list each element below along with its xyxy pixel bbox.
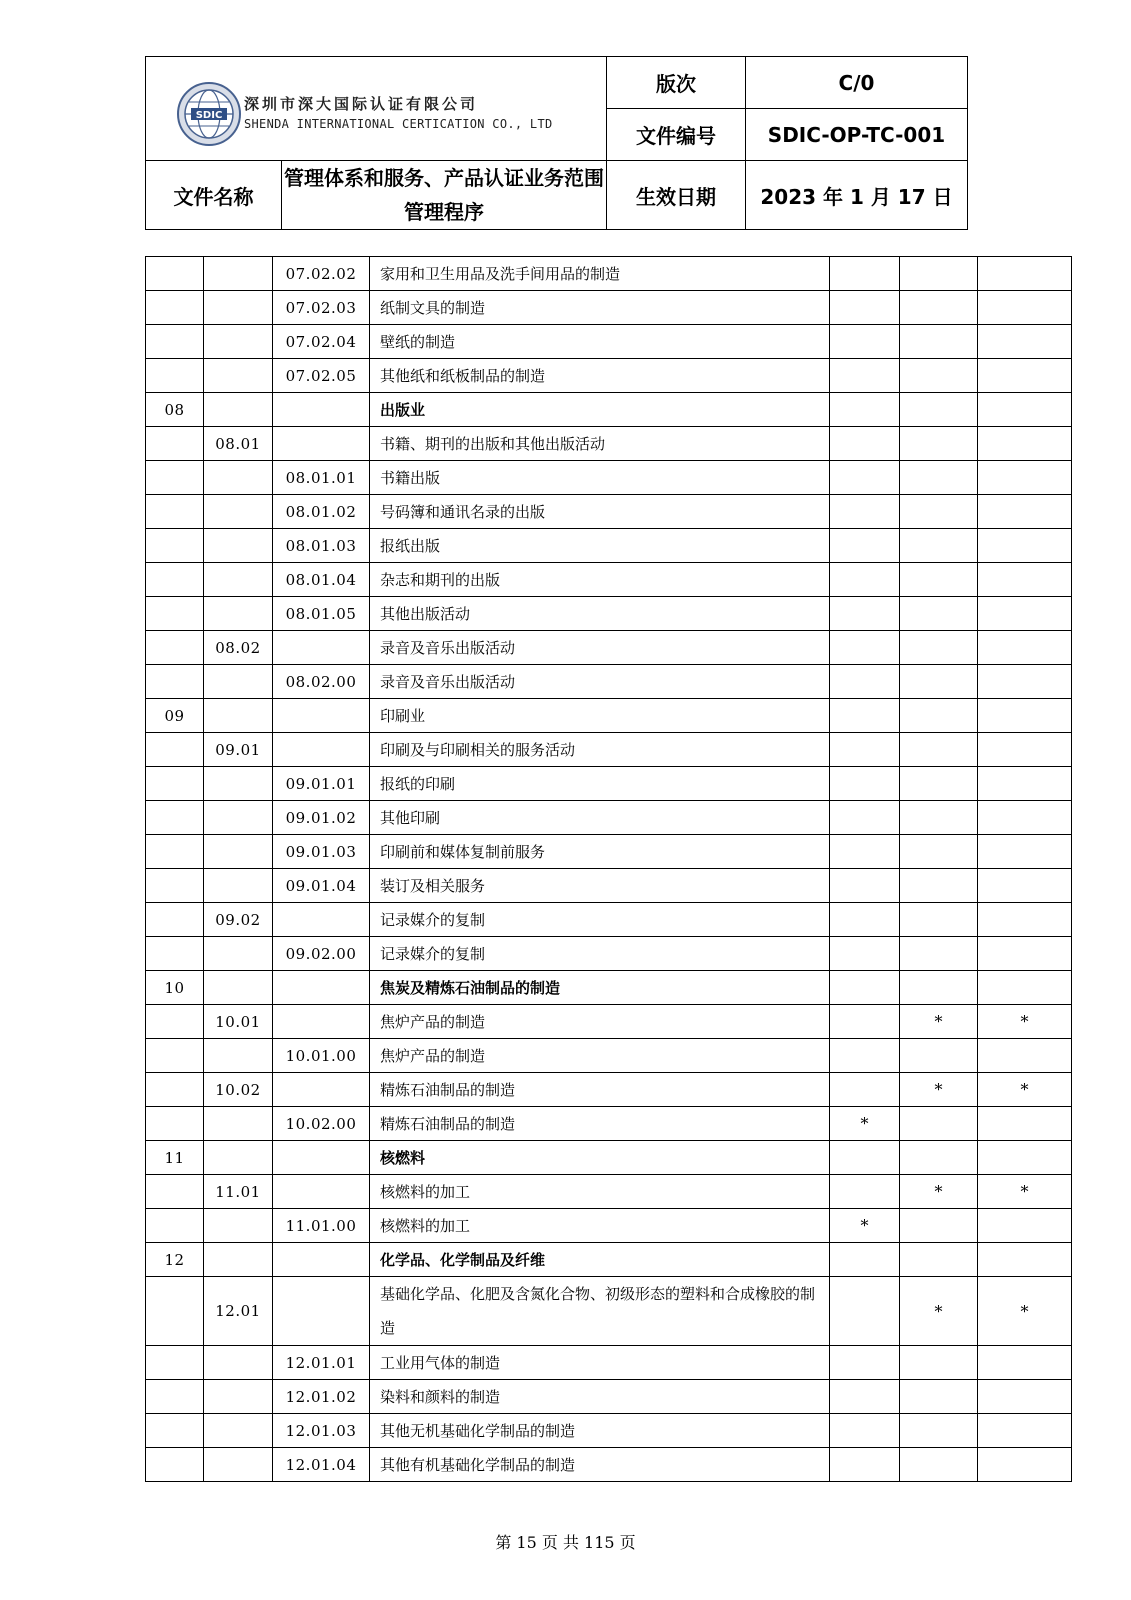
mark-col2-cell [900,1107,978,1141]
level3-code-cell [273,393,370,427]
description-cell: 印刷及与印刷相关的服务活动 [370,733,830,767]
mark-col3-cell [978,631,1072,665]
level3-code-cell: 07.02.04 [273,325,370,359]
table-row [146,631,1072,665]
mark-col3-cell [978,835,1072,869]
mark-col3-cell [978,1448,1072,1482]
description-cell: 核燃料的加工 [370,1175,830,1209]
description-cell: 核燃料的加工 [370,1209,830,1243]
level1-code-cell [146,257,204,291]
mark-col1-cell [830,631,900,665]
mark-col2-cell [900,495,978,529]
level3-code-cell [273,1073,370,1107]
level1-code-cell [146,733,204,767]
mark-col2-cell [900,869,978,903]
description-cell: 壁纸的制造 [370,325,830,359]
document-number-label: 文件编号 [607,109,746,161]
mark-col1-cell [830,1039,900,1073]
mark-col3-cell [978,1380,1072,1414]
mark-col3-cell: * [978,1277,1072,1346]
level2-code-cell [204,325,273,359]
level3-code-cell: 09.01.03 [273,835,370,869]
mark-col3-cell [978,869,1072,903]
level2-code-cell [204,461,273,495]
level3-code-cell: 08.01.01 [273,461,370,495]
table-row [146,427,1072,461]
level2-code-cell [204,869,273,903]
mark-col1-cell [830,869,900,903]
description-cell: 工业用气体的制造 [370,1346,830,1380]
description-cell: 记录媒介的复制 [370,937,830,971]
mark-col1-cell [830,1380,900,1414]
mark-col3-cell [978,903,1072,937]
mark-col1-cell [830,291,900,325]
level3-code-cell: 07.02.03 [273,291,370,325]
mark-col1-cell [830,1346,900,1380]
mark-col3-cell [978,801,1072,835]
version-value: C/0 [746,57,968,109]
table-row [146,869,1072,903]
level1-code-cell [146,1277,204,1346]
level1-code-cell [146,427,204,461]
mark-col1-cell [830,1175,900,1209]
mark-col1-cell [830,971,900,1005]
description-cell: 其他无机基础化学制品的制造 [370,1414,830,1448]
mark-col1-cell [830,1448,900,1482]
table-row [146,937,1072,971]
description-cell: 杂志和期刊的出版 [370,563,830,597]
table-row [146,1107,1072,1141]
mark-col3-cell [978,563,1072,597]
mark-col1-cell [830,903,900,937]
description-cell: 出版业 [370,393,830,427]
level3-code-cell [273,1005,370,1039]
table-row [146,461,1072,495]
description-cell: 报纸出版 [370,529,830,563]
company-logo-icon [176,81,242,147]
level1-code-cell [146,1175,204,1209]
mark-col1-cell [830,495,900,529]
table-row [146,529,1072,563]
description-cell: 其他出版活动 [370,597,830,631]
level1-code-cell [146,631,204,665]
mark-col3-cell [978,291,1072,325]
table-row [146,801,1072,835]
table-row [146,1448,1072,1482]
level3-code-cell: 08.01.04 [273,563,370,597]
level3-code-cell: 08.02.00 [273,665,370,699]
level1-code-cell [146,869,204,903]
version-label: 版次 [607,57,746,109]
level2-code-cell: 11.01 [204,1175,273,1209]
table-row [146,1039,1072,1073]
level3-code-cell [273,903,370,937]
mark-col2-cell [900,1448,978,1482]
level2-code-cell [204,1107,273,1141]
table-row [146,835,1072,869]
level3-code-cell [273,1141,370,1175]
level3-code-cell: 11.01.00 [273,1209,370,1243]
level3-code-cell: 12.01.01 [273,1346,370,1380]
document-number-value: SDIC-OP-TC-001 [746,109,968,161]
mark-col3-cell: * [978,1005,1072,1039]
level1-code-cell: 11 [146,1141,204,1175]
description-cell: 染料和颜料的制造 [370,1380,830,1414]
level3-code-cell: 09.01.01 [273,767,370,801]
mark-col1-cell [830,767,900,801]
description-cell: 化学品、化学制品及纤维 [370,1243,830,1277]
mark-col2-cell [900,631,978,665]
mark-col2-cell: * [900,1005,978,1039]
level2-code-cell: 09.02 [204,903,273,937]
level1-code-cell [146,1073,204,1107]
mark-col2-cell [900,801,978,835]
level3-code-cell: 10.02.00 [273,1107,370,1141]
level1-code-cell [146,1346,204,1380]
level1-code-cell [146,359,204,393]
mark-col1-cell [830,665,900,699]
mark-col3-cell [978,359,1072,393]
mark-col2-cell: * [900,1277,978,1346]
level3-code-cell: 09.01.04 [273,869,370,903]
level2-code-cell [204,597,273,631]
level1-code-cell [146,801,204,835]
level3-code-cell [273,1175,370,1209]
mark-col3-cell [978,1039,1072,1073]
level1-code-cell [146,495,204,529]
description-cell: 其他纸和纸板制品的制造 [370,359,830,393]
level3-code-cell [273,1243,370,1277]
table-row [146,563,1072,597]
mark-col2-cell [900,359,978,393]
level1-code-cell [146,291,204,325]
mark-col3-cell [978,767,1072,801]
table-row [146,665,1072,699]
level1-code-cell: 08 [146,393,204,427]
level3-code-cell [273,427,370,461]
mark-col3-cell [978,937,1072,971]
table-row [146,291,1072,325]
mark-col1-cell [830,1141,900,1175]
level2-code-cell [204,359,273,393]
description-cell: 号码簿和通讯名录的出版 [370,495,830,529]
mark-col1-cell [830,937,900,971]
mark-col3-cell: * [978,1175,1072,1209]
description-cell: 装订及相关服务 [370,869,830,903]
mark-col3-cell [978,699,1072,733]
mark-col3-cell [978,665,1072,699]
description-cell: 精炼石油制品的制造 [370,1107,830,1141]
document-name-value: 管理体系和服务、产品认证业务范围管理程序 [282,161,607,230]
level1-code-cell [146,903,204,937]
level2-code-cell [204,767,273,801]
logo-text: SDIC [195,110,223,121]
mark-col1-cell [830,359,900,393]
mark-col2-cell [900,665,978,699]
table-row [146,393,1072,427]
level2-code-cell [204,1414,273,1448]
level1-code-cell [146,563,204,597]
mark-col1-cell [830,835,900,869]
level2-code-cell [204,257,273,291]
mark-col3-cell [978,529,1072,563]
mark-col1-cell [830,733,900,767]
mark-col2-cell [900,767,978,801]
description-cell: 印刷前和媒体复制前服务 [370,835,830,869]
table-row [146,699,1072,733]
table-row [146,1175,1072,1209]
mark-col3-cell [978,325,1072,359]
mark-col2-cell [900,393,978,427]
level1-code-cell [146,937,204,971]
description-cell: 记录媒介的复制 [370,903,830,937]
table-row [146,325,1072,359]
table-row [146,767,1072,801]
mark-col1-cell [830,1414,900,1448]
level2-code-cell [204,937,273,971]
company-name-en: SHENDA INTERNATIONAL CERTICATION CO., LTD [244,117,553,131]
mark-col2-cell [900,291,978,325]
level3-code-cell: 08.01.02 [273,495,370,529]
description-cell: 录音及音乐出版活动 [370,631,830,665]
level1-code-cell [146,461,204,495]
level1-code-cell: 12 [146,1243,204,1277]
description-cell: 焦炉产品的制造 [370,1039,830,1073]
level1-code-cell [146,1380,204,1414]
mark-col2-cell [900,1414,978,1448]
level2-code-cell: 10.01 [204,1005,273,1039]
table-row [146,1141,1072,1175]
level2-code-cell [204,971,273,1005]
description-cell: 印刷业 [370,699,830,733]
mark-col1-cell [830,563,900,597]
level2-code-cell [204,291,273,325]
mark-col2-cell [900,1209,978,1243]
level2-code-cell: 08.01 [204,427,273,461]
description-cell: 报纸的印刷 [370,767,830,801]
mark-col3-cell [978,1209,1072,1243]
document-header [145,56,968,230]
level2-code-cell [204,699,273,733]
description-cell: 书籍出版 [370,461,830,495]
mark-col2-cell [900,733,978,767]
level1-code-cell [146,835,204,869]
mark-col1-cell [830,1005,900,1039]
level1-code-cell: 09 [146,699,204,733]
effective-date-label: 生效日期 [607,161,746,230]
table-row [146,1380,1072,1414]
description-cell: 焦炉产品的制造 [370,1005,830,1039]
level3-code-cell: 12.01.02 [273,1380,370,1414]
mark-col3-cell [978,393,1072,427]
table-row [146,597,1072,631]
description-cell: 录音及音乐出版活动 [370,665,830,699]
level3-code-cell: 09.02.00 [273,937,370,971]
level2-code-cell [204,835,273,869]
table-row [146,733,1072,767]
level3-code-cell [273,631,370,665]
level2-code-cell: 09.01 [204,733,273,767]
mark-col2-cell [900,461,978,495]
level3-code-cell [273,971,370,1005]
description-cell: 书籍、期刊的出版和其他出版活动 [370,427,830,461]
mark-col2-cell [900,699,978,733]
level1-code-cell [146,1414,204,1448]
table-row [146,359,1072,393]
level2-code-cell: 08.02 [204,631,273,665]
mark-col1-cell [830,1277,900,1346]
level1-code-cell [146,767,204,801]
table-row [146,1005,1072,1039]
level2-code-cell [204,1039,273,1073]
level2-code-cell [204,665,273,699]
level1-code-cell [146,597,204,631]
mark-col1-cell: * [830,1107,900,1141]
level1-code-cell [146,1039,204,1073]
mark-col3-cell: * [978,1073,1072,1107]
level3-code-cell [273,1277,370,1346]
table-row [146,1346,1072,1380]
level2-code-cell [204,1448,273,1482]
scope-code-table [145,256,1072,1482]
level3-code-cell [273,733,370,767]
mark-col3-cell [978,1243,1072,1277]
mark-col2-cell [900,563,978,597]
description-cell: 其他印刷 [370,801,830,835]
level2-code-cell [204,1380,273,1414]
mark-col3-cell [978,733,1072,767]
mark-col3-cell [978,971,1072,1005]
table-row [146,1209,1072,1243]
mark-col2-cell [900,427,978,461]
level3-code-cell: 12.01.03 [273,1414,370,1448]
mark-col2-cell: * [900,1073,978,1107]
mark-col2-cell [900,971,978,1005]
mark-col2-cell [900,835,978,869]
level3-code-cell: 09.01.02 [273,801,370,835]
table-row [146,1277,1072,1346]
mark-col1-cell: * [830,1209,900,1243]
table-row [146,903,1072,937]
mark-col2-cell [900,1039,978,1073]
mark-col2-cell [900,597,978,631]
mark-col3-cell [978,1414,1072,1448]
level1-code-cell [146,1005,204,1039]
mark-col3-cell [978,257,1072,291]
table-row [146,1243,1072,1277]
level3-code-cell [273,699,370,733]
level2-code-cell [204,1141,273,1175]
description-cell: 其他有机基础化学制品的制造 [370,1448,830,1482]
company-logo-block [146,57,607,161]
mark-col2-cell [900,1141,978,1175]
level3-code-cell: 08.01.05 [273,597,370,631]
level2-code-cell [204,393,273,427]
page-footer: 第 15 页 共 115 页 [495,1533,636,1552]
level1-code-cell [146,529,204,563]
mark-col1-cell [830,801,900,835]
effective-date-value: 2023 年 1 月 17 日 [746,161,968,230]
level3-code-cell: 07.02.05 [273,359,370,393]
level2-code-cell [204,529,273,563]
level2-code-cell: 12.01 [204,1277,273,1346]
mark-col1-cell [830,529,900,563]
level3-code-cell: 07.02.02 [273,257,370,291]
mark-col1-cell [830,393,900,427]
mark-col1-cell [830,461,900,495]
table-row [146,971,1072,1005]
mark-col3-cell [978,597,1072,631]
document-name-label: 文件名称 [146,161,282,230]
level2-code-cell [204,1243,273,1277]
mark-col2-cell: * [900,1175,978,1209]
mark-col1-cell [830,1243,900,1277]
table-row [146,1073,1072,1107]
table-row [146,495,1072,529]
level1-code-cell [146,325,204,359]
mark-col2-cell [900,1346,978,1380]
mark-col3-cell [978,495,1072,529]
mark-col1-cell [830,1073,900,1107]
level1-code-cell: 10 [146,971,204,1005]
mark-col2-cell [900,529,978,563]
mark-col1-cell [830,427,900,461]
level1-code-cell [146,1448,204,1482]
mark-col1-cell [830,257,900,291]
mark-col3-cell [978,1346,1072,1380]
level2-code-cell [204,1346,273,1380]
mark-col2-cell [900,1243,978,1277]
level2-code-cell [204,495,273,529]
description-cell: 精炼石油制品的制造 [370,1073,830,1107]
level3-code-cell: 10.01.00 [273,1039,370,1073]
description-cell: 基础化学品、化肥及含氮化合物、初级形态的塑料和合成橡胶的制造 [370,1277,830,1346]
level1-code-cell [146,1107,204,1141]
mark-col3-cell [978,427,1072,461]
mark-col3-cell [978,1107,1072,1141]
level1-code-cell [146,665,204,699]
level1-code-cell [146,1209,204,1243]
mark-col1-cell [830,325,900,359]
table-row [146,1414,1072,1448]
mark-col2-cell [900,325,978,359]
description-cell: 焦炭及精炼石油制品的制造 [370,971,830,1005]
level2-code-cell [204,1209,273,1243]
level3-code-cell: 12.01.04 [273,1448,370,1482]
company-name-cn: 深圳市深大国际认证有限公司 [244,95,479,113]
level3-code-cell: 08.01.03 [273,529,370,563]
mark-col2-cell [900,257,978,291]
mark-col2-cell [900,1380,978,1414]
table-row [146,257,1072,291]
level2-code-cell [204,801,273,835]
mark-col2-cell [900,903,978,937]
description-cell: 家用和卫生用品及洗手间用品的制造 [370,257,830,291]
mark-col3-cell [978,1141,1072,1175]
description-cell: 核燃料 [370,1141,830,1175]
level2-code-cell [204,563,273,597]
mark-col1-cell [830,597,900,631]
level2-code-cell: 10.02 [204,1073,273,1107]
mark-col3-cell [978,461,1072,495]
description-cell: 纸制文具的制造 [370,291,830,325]
mark-col1-cell [830,699,900,733]
mark-col2-cell [900,937,978,971]
